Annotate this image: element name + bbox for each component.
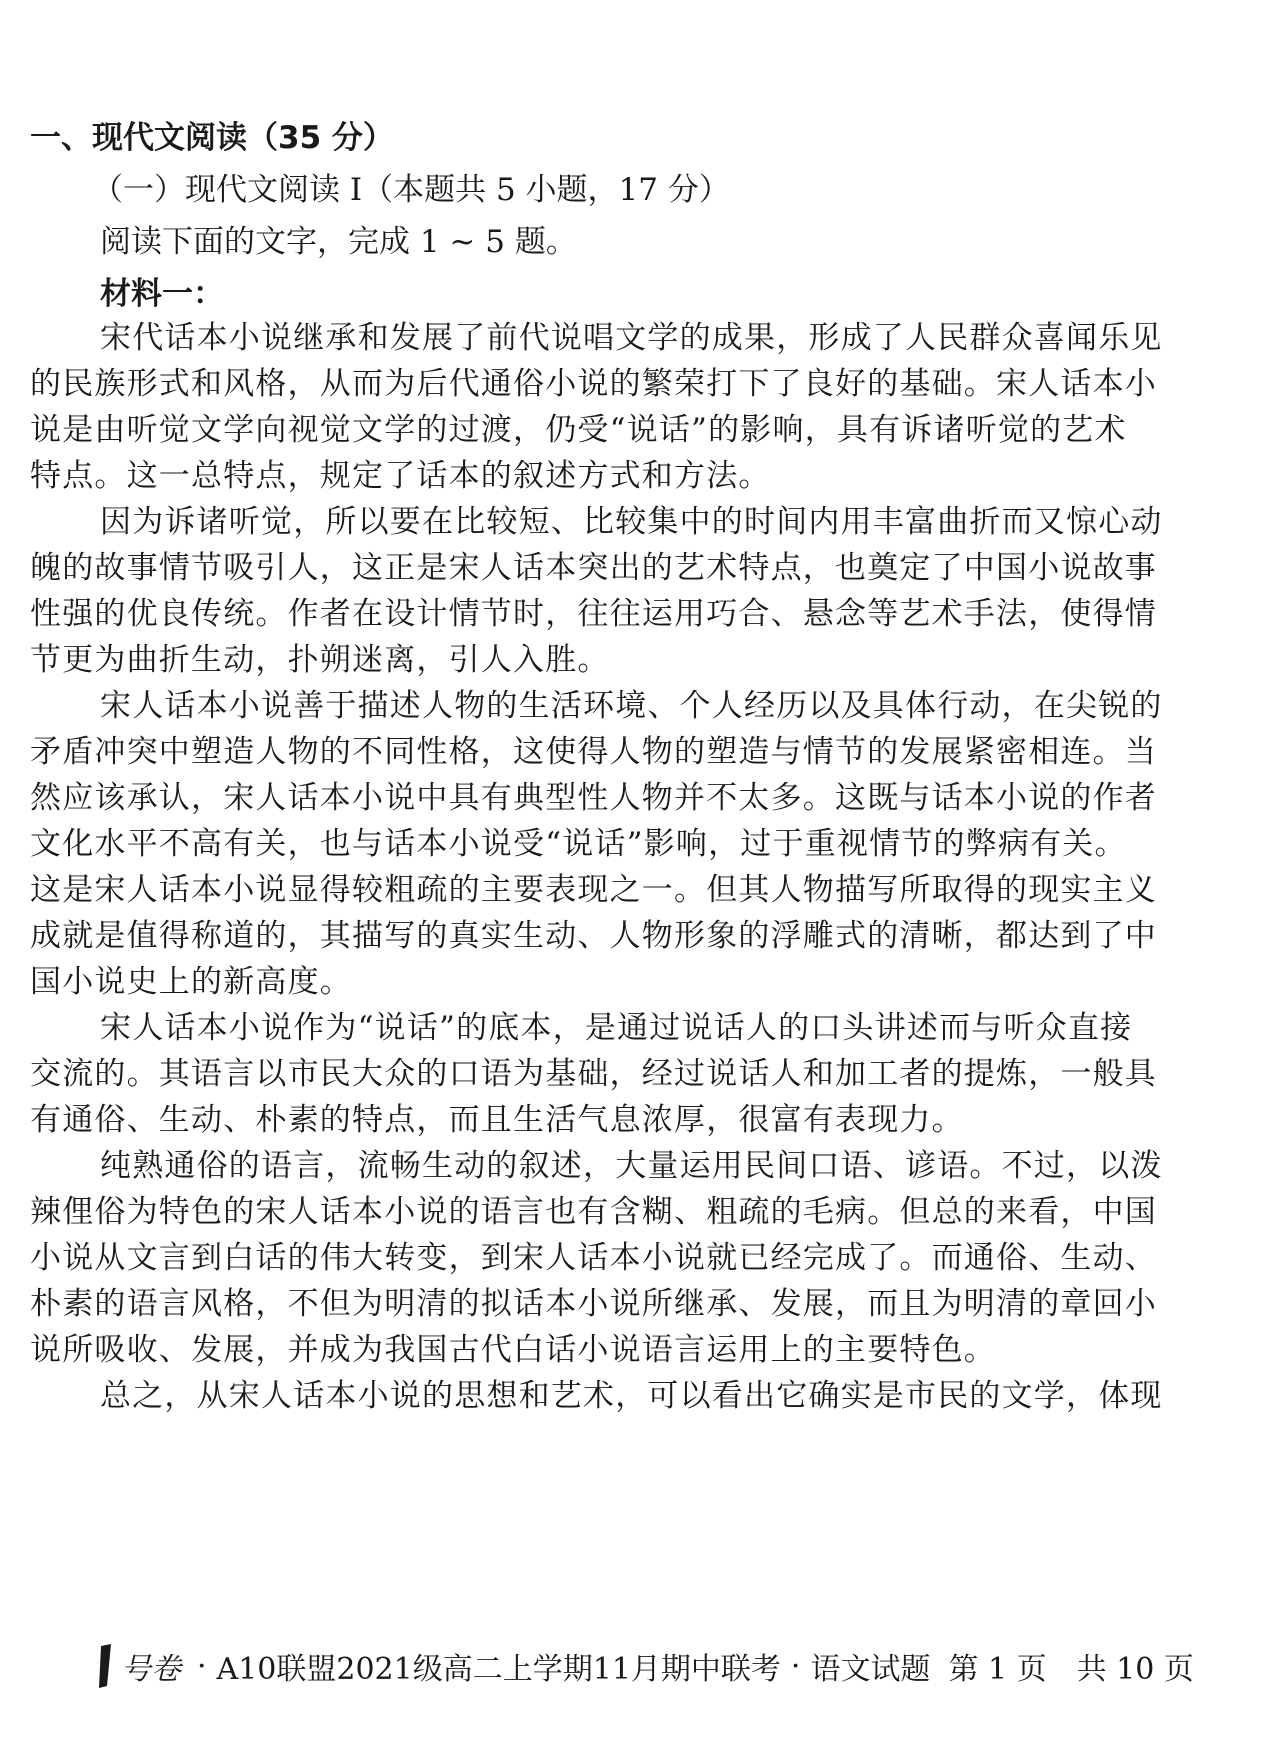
body-line: 性强的优良传统。作者在设计情节时，往往运用巧合、悬念等艺术手法，使得情 [30, 596, 1157, 632]
body-line: 总之，从宋人话本小说的思想和艺术，可以看出它确实是市民的文学，体现 [100, 1378, 1163, 1414]
body-line: 辣俚俗为特色的宋人话本小说的语言也有含糊、粗疏的毛病。但总的来看，中国 [30, 1194, 1157, 1230]
page-footer [95, 1638, 1194, 1694]
body-line: 纯熟通俗的语言，流畅生动的叙述，大量运用民间口语、谚语。不过，以泼 [100, 1148, 1163, 1184]
body-line: 文化水平不高有关，也与话本小说受“说话”影响，过于重视情节的弊病有关。 [30, 826, 1127, 862]
body-line: 节更为曲折生动，扑朔迷离，引人入胜。 [30, 642, 610, 678]
body-line: 说是由听觉文学向视觉文学的过渡，仍受“说话”的影响，具有诉诸听觉的艺术 [30, 412, 1127, 448]
body-line: 这是宋人话本小说显得较粗疏的主要表现之一。但其人物描写所取得的现实主义 [30, 872, 1157, 908]
body-line: 国小说史上的新高度。 [30, 964, 352, 1000]
body-line: 朴素的语言风格，不但为明清的拟话本小说所继承、发展，而且为明清的章回小 [30, 1286, 1157, 1322]
body-line: 然应该承认，宋人话本小说中具有典型性人物并不太多。这既与话本小说的作者 [30, 780, 1157, 816]
section-heading: 一、现代文阅读（35 分） [30, 120, 394, 156]
brand-mark-icon [95, 1644, 117, 1688]
separator-dot: · [790, 1648, 801, 1684]
body-line: 矛盾冲突中塑造人物的不同性格，这使得人物的塑造与情节的发展紧密相连。当 [30, 734, 1157, 770]
body-line: 宋人话本小说善于描述人物的生活环境、个人经历以及具体行动，在尖锐的 [100, 688, 1163, 724]
body-line: 的民族形式和风格，从而为后代通俗小说的繁荣打下了良好的基础。宋人话本小 [30, 366, 1157, 402]
body-line: 特点。这一总特点，规定了话本的叙述方式和方法。 [30, 458, 771, 494]
body-line: 成就是值得称道的，其描写的真实生动、人物形象的浮雕式的清晰，都达到了中 [30, 918, 1157, 954]
sub-heading: （一）现代文阅读 I（本题共 5 小题，17 分） [92, 172, 730, 208]
material-label: 材料一： [100, 276, 224, 312]
brand-logo [95, 1644, 181, 1688]
body-line: 交流的。其语言以市民大众的口语为基础，经过说话人和加工者的提炼，一般具 [30, 1056, 1157, 1092]
brand-logo-text: 号卷 [121, 1652, 181, 1687]
subject-label: 语文试题 [810, 1652, 931, 1687]
page-number: 第 1 页 共 10 页 [948, 1652, 1194, 1687]
body-line: 魄的故事情节吸引人，这正是宋人话本突出的艺术特点，也奠定了中国小说故事 [30, 550, 1157, 586]
body-line: 宋人话本小说作为“说话”的底本，是通过说话人的口头讲述而与听众直接 [100, 1010, 1133, 1046]
body-line: 宋代话本小说继承和发展了前代说唱文学的成果，形成了人民群众喜闻乐见 [100, 320, 1163, 356]
body-line: 有通俗、生动、朴素的特点，而且生活气息浓厚，很富有表现力。 [30, 1102, 964, 1138]
body-line: 因为诉诸听觉，所以要在比较短、比较集中的时间内用丰富曲折而又惊心动 [100, 504, 1163, 540]
instruction: 阅读下面的文字，完成 1 ~ 5 题。 [100, 224, 577, 260]
body-line: 说所吸收、发展，并成为我国古代白话小说语言运用上的主要特色。 [30, 1332, 996, 1368]
exam-title: A10联盟2021级高二上学期11月期中联考 [216, 1652, 781, 1687]
body-line: 小说从文言到白话的伟大转变，到宋人话本小说就已经完成了。而通俗、生动、 [30, 1240, 1157, 1276]
separator-dot: · [197, 1648, 207, 1684]
